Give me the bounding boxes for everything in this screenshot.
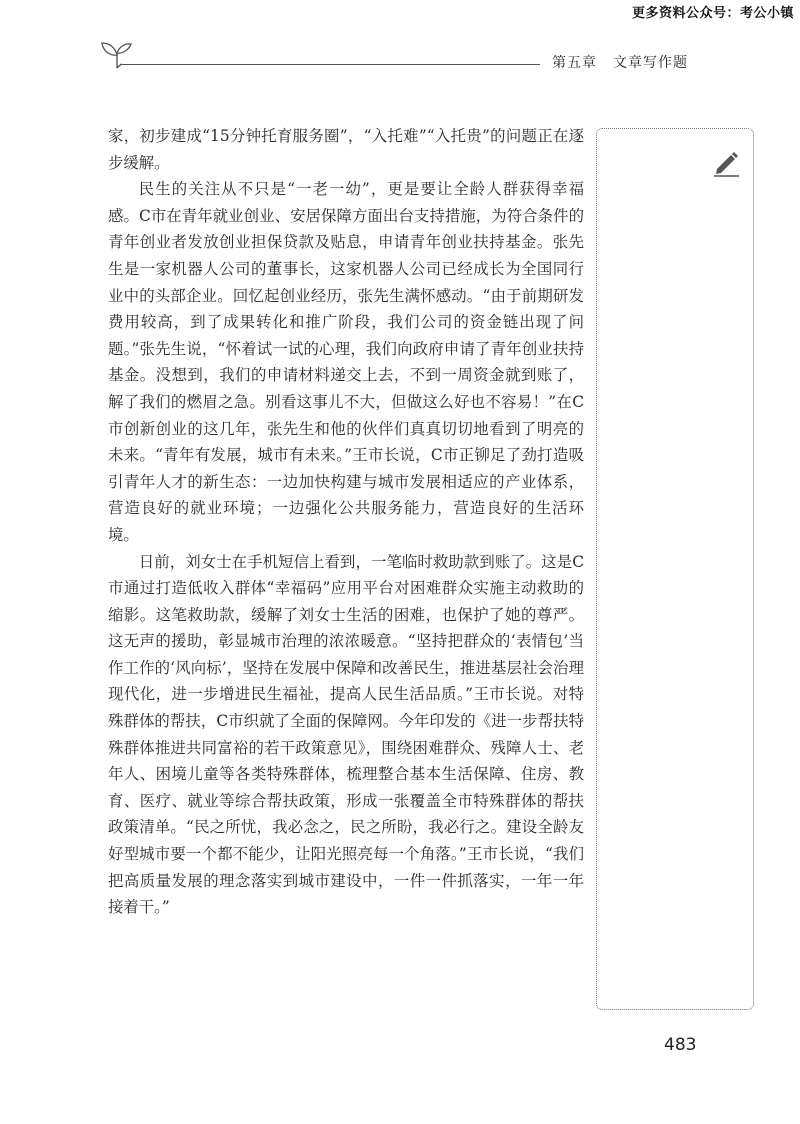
paragraph-3: 日前，刘女士在手机短信上看到，一笔临时救助款到账了。这是C市通过打造低收入群体“幸福码”应用平台对困难群众实施主动救助的缩影。这笔救助款，缓解了刘女士生活的困难，也保护了她的尊严。这无声的援助，彰显城市治理的浓浓暖意。“坚持把群众的‘表情包’当作工作的‘风向标’，坚持在发展中保障和改善民生，推进基层社会治理现代化，进一步增进民生福祉，提高人民生活品质。”王市长说。对特殊群体的帮扶，C市织就了全面的保障网。今年印发的《进一步帮扶特殊群体推进共同富裕的若干政策意见》，围绕困难群众、残障人士、老年人、困境儿童等各类特殊群体，梳理整合基本生活保障、住房、教育、医疗、就业等综合帮扶政策，形成一张覆盖全市特殊群体的帮扶政策清单。“民之所忧，我必念之，民之所盼，我必行之。建设全龄友好型城市要一个都不能少，让阳光照亮每一个角落。”王市长说，“我们把高质量发展的理念落实到城市建设中，一件一件抓落实，一年一年接着干。” — [108, 552, 584, 917]
watermark-text: 更多资料公众号：考公小镇 — [631, 6, 794, 21]
paragraph-1: 家，初步建成“15分钟托育服务圈”，“入托难”“入托贵”的问题正在逐步缓解。 — [108, 127, 584, 172]
pencil-icon — [711, 147, 741, 177]
body-text — [108, 123, 584, 921]
chapter-title — [552, 52, 688, 72]
header-rule — [120, 64, 540, 65]
sprout-icon — [100, 40, 134, 70]
paragraph-2: 民生的关注从不只是“一老一幼”，更是要让全龄人群获得幸福感。C市在青年就业创业、安居保障方面出台支持措施，为符合条件的青年创业者发放创业担保贷款及贴息，申请青年创业扶持基金。张先生是一家机器人公司的董事长，这家机器人公司已经成长为全国同行业中的头部企业。回忆起创业经历，张先生满怀感动。“由于前期研发费用较高，到了成果转化和推广阶段，我们公司的资金链出现了问题。”张先生说，“怀着试一试的心理，我们向政府申请了青年创业扶持基金。没想到，我们的申请材料递交上去，不到一周资金就到账了，解了我们的燃眉之急。别看这事儿不大，但做这么好也不容易！”在C市创新创业的这几年，张先生和他的伙伴们真真切切地看到了明亮的未来。“青年有发展，城市有未来。”王市长说，C市正铆足了劲打造吸引青年人才的新生态：一边加快构建与城市发展相适应的产业体系，营造良好的就业环境；一边强化公共服务能力，营造良好的生活环境。 — [108, 180, 584, 544]
page-number: 483 — [664, 1035, 697, 1055]
chapter-name: 文章写作题 — [613, 55, 688, 71]
notes-box — [596, 128, 754, 1010]
chapter-number: 第五章 — [552, 55, 597, 71]
